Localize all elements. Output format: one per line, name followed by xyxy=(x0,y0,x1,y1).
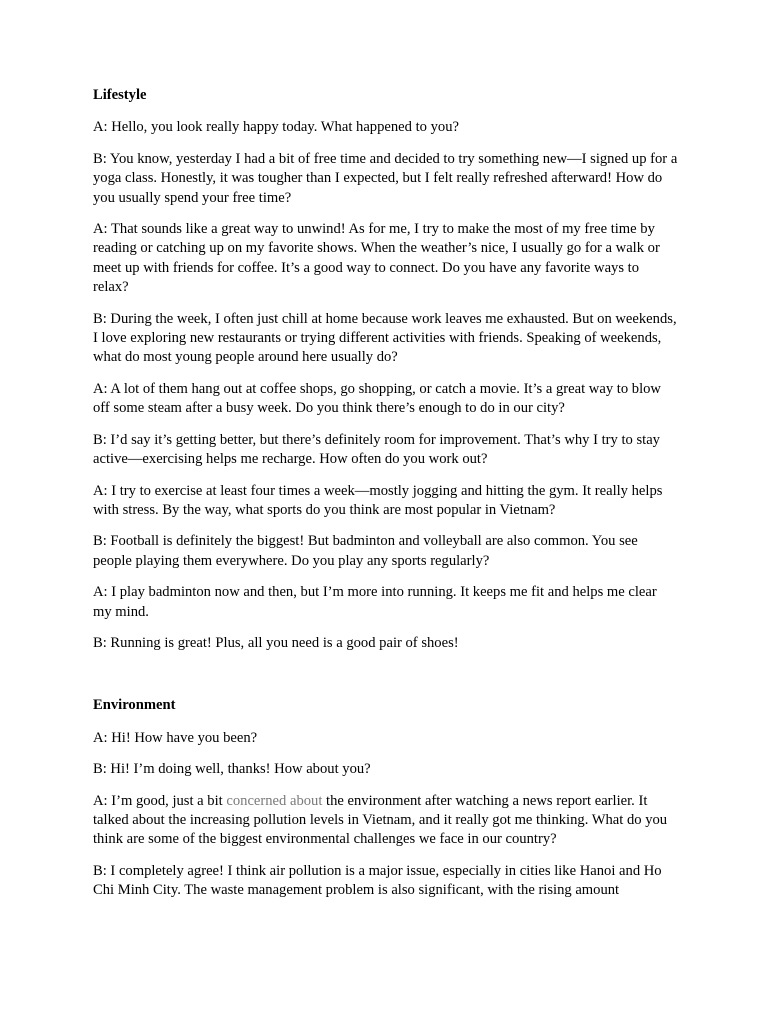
section-spacer xyxy=(93,665,678,696)
dialogue-line: A: A lot of them hang out at coffee shops, go shopping, or catch a movie. It’s a great way to blow off some steam after a busy week. Do you think there’s enough to do in our city? xyxy=(93,380,661,417)
dialogue-line: B: Running is great! Plus, all you need is a good pair of shoes! xyxy=(93,634,459,651)
section-title-lifestyle: Lifestyle xyxy=(93,87,147,103)
dialogue-line: B: Hi! I’m doing well, thanks! How about you? xyxy=(93,761,371,778)
section-title-environment: Environment xyxy=(93,697,176,714)
dialogue-line: A: I try to exercise at least four times a week—mostly jogging and hitting the gym. It really helps with stress. By the way, what sports do you think are most popular in Vietnam? xyxy=(93,482,663,518)
dialogue-line: A: I play badminton now and then, but I’m more into running. It keeps me fit and helps me clear my mind. xyxy=(93,584,657,620)
dialogue-line: B: During the week, I often just chill at home because work leaves me exhausted. But on weekends, I love exploring new restaurants or trying different activities with friends. Speaking of weekends, what do most young people around here usually do? xyxy=(93,310,677,366)
highlighted-phrase: concerned about xyxy=(226,792,323,809)
dialogue-line-highlighted xyxy=(93,792,678,850)
dialogue-line: B: I’d say it’s getting better, but there’s definitely room for improvement. That’s why I try to stay active—exercising helps me recharge. How often do you work out? xyxy=(93,431,660,468)
dialogue-line-partial: B: I completely agree! I think air pollution is a major issue, especially in cities like Hanoi and Ho Chi Minh City. The waste management problem is also significant, with the rising amount xyxy=(93,862,662,899)
dialogue-line: B: You know, yesterday I had a bit of free time and decided to try something new—I signed up for a yoga class. Honestly, it was tougher than I expected, but I felt really refreshed afterward! How do you usually spend your free time? xyxy=(93,150,678,206)
dialogue-line: B: Football is definitely the biggest! But badminton and volleyball are also common. You see people playing them everywhere. Do you play any sports regularly? xyxy=(93,533,638,569)
dialogue-line: A: Hi! How have you been? xyxy=(93,729,258,746)
document-body xyxy=(93,86,678,913)
dialogue-line: A: Hello, you look really happy today. What happened to you? xyxy=(93,119,459,136)
dialogue-line: A: That sounds like a great way to unwind! As for me, I try to make the most of my free time by reading or catching up on my favorite shows. When the weather’s nice, I usually go for a walk or meet up with friends for coffee. It’s a good way to connect. Do you have any favorite ways to relax? xyxy=(93,221,660,296)
dialogue-text-after: the environment after watching a news report earlier. It talked about the increasing pollution levels in Vietnam, and it really got me thinking. What do you think are some of the biggest environmental challenges we face in our country? xyxy=(93,792,668,848)
dialogue-text-before: A: I’m good, just a bit xyxy=(93,792,227,809)
